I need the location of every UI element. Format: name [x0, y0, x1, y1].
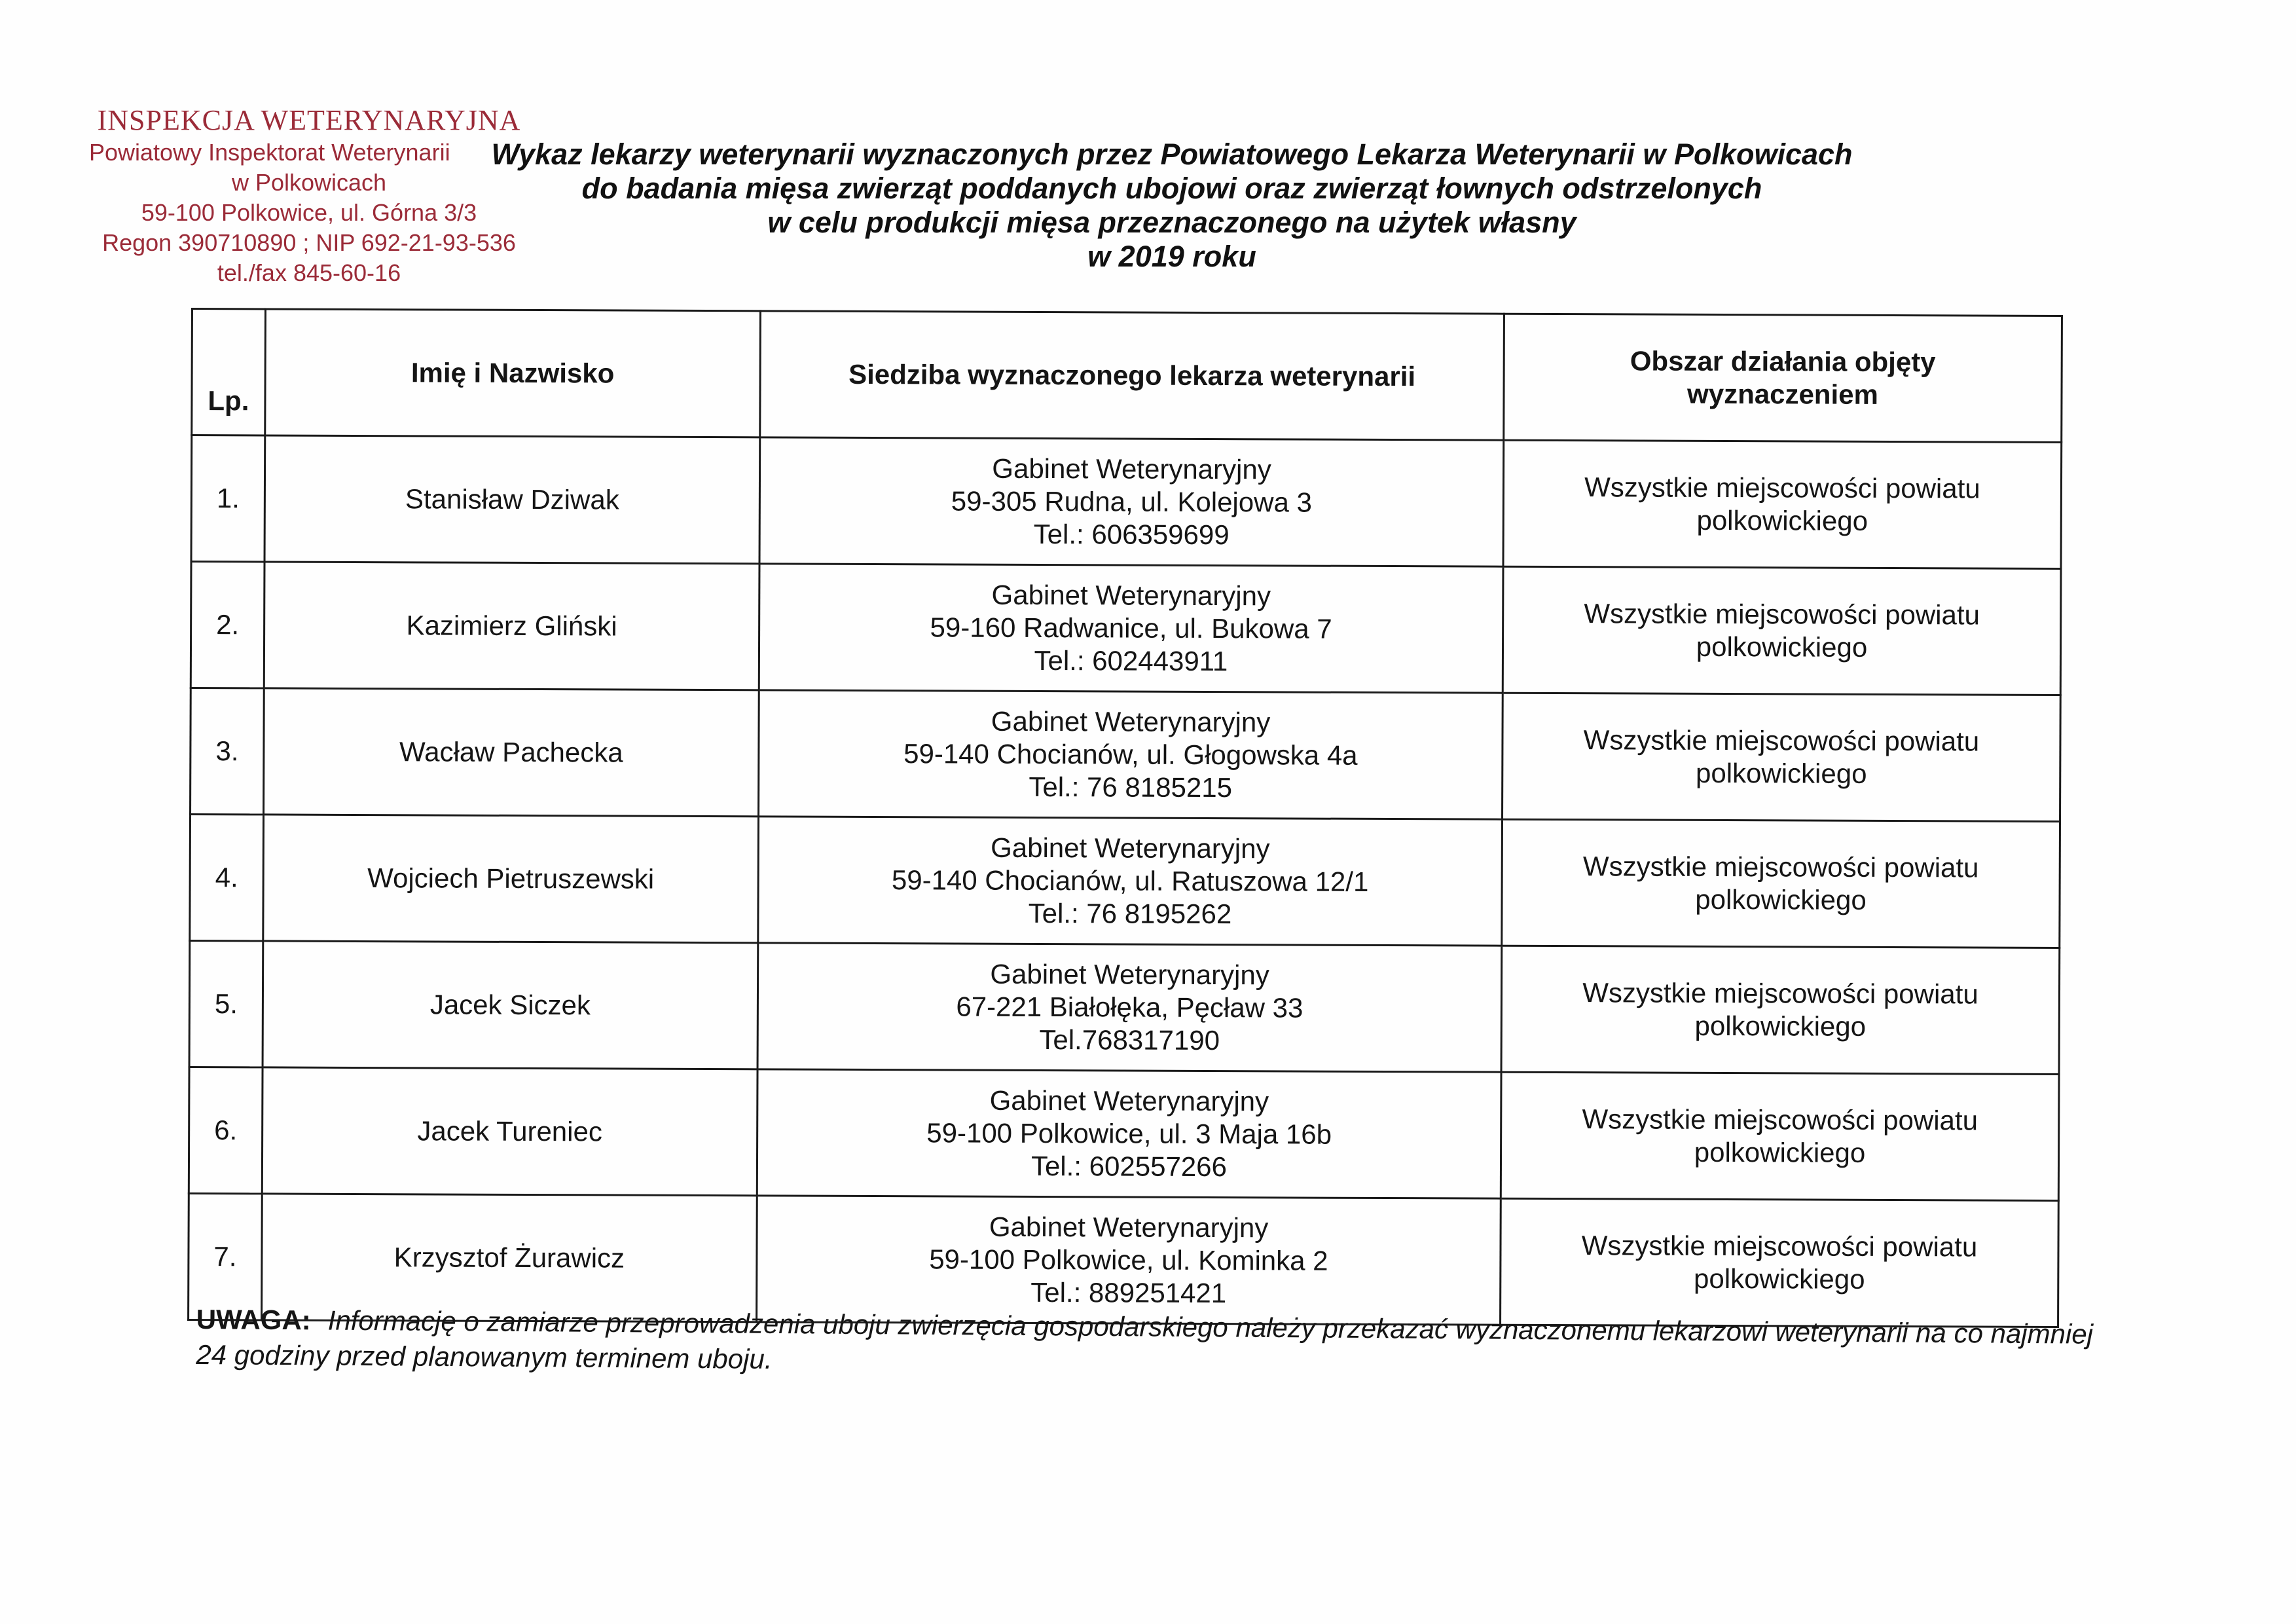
- cell-area: [1502, 819, 2060, 948]
- cell-area: [1503, 440, 2062, 568]
- note-text: Informację o zamiarze przeprowadzenia uboju zwierzęcia gospodarskiego należy przekazać wyznaczonemu lekarzowi weterynarii na co najmniej 24 godziny przed planowanym terminem uboju.: [196, 1304, 2094, 1375]
- area-line-2: polkowickiego: [1696, 631, 1868, 663]
- cell-name: Kazimierz Gliński: [264, 562, 759, 690]
- area-line-1: Wszystkie miejscowości powiatu: [1582, 977, 1978, 1010]
- cell-name: Jacek Tureniec: [262, 1067, 757, 1196]
- address-phone: Tel.: 606359699: [1033, 518, 1230, 551]
- area-line-2: polkowickiego: [1695, 883, 1867, 915]
- table-row: [189, 1067, 2059, 1200]
- title-line-3: w celu produkcji mięsa przeznaczonego na użytek własny: [767, 206, 1576, 239]
- area-line-1: Wszystkie miejscowości powiatu: [1581, 1230, 1978, 1263]
- address-street: 67-221 Białołęka, Pęcław 33: [956, 991, 1303, 1024]
- cell-lp: 6.: [189, 1067, 263, 1193]
- address-street: 59-140 Chocianów, ul. Ratuszowa 12/1: [891, 864, 1369, 897]
- cell-lp: 2.: [191, 562, 264, 688]
- header-area-line-1: Obszar działania objęty: [1630, 345, 1936, 378]
- table-row: [189, 940, 2060, 1074]
- header-area-line-2: wyznaczeniem: [1687, 378, 1878, 410]
- address-clinic: Gabinet Weterynaryjny: [992, 452, 1271, 485]
- cell-address: [758, 817, 1503, 946]
- stamp-line-phone: tel./fax 845-60-16: [217, 259, 401, 286]
- table-header-row: [192, 309, 2062, 443]
- address-clinic: Gabinet Weterynaryjny: [989, 1211, 1269, 1244]
- cell-address: [759, 690, 1503, 819]
- area-line-2: polkowickiego: [1696, 504, 1868, 536]
- document-title: [340, 138, 2003, 274]
- address-street: 59-160 Radwanice, ul. Bukowa 7: [930, 612, 1332, 644]
- title-line-2: do badania mięsa zwierząt poddanych ubojowi oraz zwierząt łownych odstrzelonych: [581, 172, 1762, 205]
- cell-area: [1501, 946, 2060, 1074]
- stamp-line-regon-nip: Regon 390710890 ; NIP 692-21-93-536: [102, 229, 516, 256]
- veterinarians-table: [187, 308, 2063, 1328]
- cell-area: [1501, 1198, 2059, 1327]
- cell-address: [757, 1196, 1501, 1325]
- area-line-2: polkowickiego: [1693, 1263, 1865, 1295]
- header-name: Imię i Nazwisko: [265, 309, 761, 437]
- area-line-1: Wszystkie miejscowości powiatu: [1584, 471, 1980, 504]
- address-street: 59-140 Chocianów, ul. Głogowska 4a: [903, 738, 1358, 771]
- cell-lp: 3.: [191, 688, 264, 815]
- address-clinic: Gabinet Weterynaryjny: [991, 832, 1270, 864]
- table-row: [190, 815, 2060, 948]
- title-line-1: Wykaz lekarzy weterynarii wyznaczonych przez Powiatowego Lekarza Weterynarii w Polkowicach: [491, 138, 1853, 171]
- cell-address: [757, 943, 1502, 1072]
- cell-lp: 4.: [190, 815, 264, 941]
- address-phone: Tel.: 889251421: [1030, 1276, 1227, 1309]
- table-row: [191, 562, 2061, 695]
- address-clinic: Gabinet Weterynaryjny: [991, 705, 1271, 738]
- cell-area: [1501, 1072, 2059, 1200]
- cell-address: [759, 564, 1503, 693]
- header-area: [1504, 314, 2062, 442]
- cell-lp: 7.: [189, 1193, 263, 1320]
- cell-name: Krzysztof Żurawicz: [262, 1194, 757, 1322]
- address-phone: Tel.: 76 8195262: [1028, 897, 1232, 930]
- stamp-line-address: 59-100 Polkowice, ul. Górna 3/3: [141, 199, 477, 226]
- area-line-2: polkowickiego: [1695, 757, 1867, 789]
- cell-address: [757, 1069, 1501, 1198]
- address-street: 59-305 Rudna, ul. Kolejowa 3: [951, 485, 1312, 518]
- stamp-line-city: w Polkowicach: [231, 169, 387, 196]
- stamp-line-inspectorate: Powiatowy Inspektorat Weterynarii: [89, 139, 450, 166]
- table-row: [191, 688, 2061, 822]
- cell-name: Wojciech Pietruszewski: [263, 815, 759, 943]
- address-clinic: Gabinet Weterynaryjny: [989, 1084, 1269, 1117]
- stamp-title: INSPEKCJA WETERYNARYJNA: [97, 104, 521, 136]
- address-street: 59-100 Polkowice, ul. 3 Maja 16b: [926, 1117, 1332, 1150]
- area-line-1: Wszystkie miejscowości powiatu: [1582, 851, 1979, 883]
- area-line-1: Wszystkie miejscowości powiatu: [1583, 724, 1980, 757]
- address-street: 59-100 Polkowice, ul. Kominka 2: [929, 1244, 1328, 1276]
- footer-note: [196, 1302, 2095, 1388]
- header-lp: Lp.: [192, 309, 266, 435]
- area-line-1: Wszystkie miejscowości powiatu: [1584, 598, 1980, 631]
- cell-name: Stanisław Dziwak: [264, 435, 760, 564]
- address-phone: Tel.768317190: [1039, 1024, 1220, 1056]
- address-phone: Tel.: 76 8185215: [1029, 771, 1233, 803]
- title-line-4: w 2019 roku: [1087, 240, 1256, 273]
- area-line-2: polkowickiego: [1694, 1010, 1867, 1042]
- cell-lp: 1.: [191, 435, 265, 562]
- cell-lp: 5.: [189, 940, 263, 1067]
- address-clinic: Gabinet Weterynaryjny: [991, 579, 1271, 612]
- header-address: Siedziba wyznaczonego lekarza weterynarii: [760, 311, 1504, 440]
- note-label: UWAGA:: [196, 1303, 311, 1336]
- table-row: [191, 435, 2062, 569]
- area-line-1: Wszystkie miejscowości powiatu: [1582, 1103, 1978, 1136]
- address-phone: Tel.: 602443911: [1034, 644, 1228, 677]
- cell-address: [759, 437, 1504, 566]
- cell-name: Jacek Siczek: [263, 941, 758, 1069]
- area-line-2: polkowickiego: [1694, 1136, 1866, 1168]
- cell-area: [1503, 693, 2061, 821]
- address-phone: Tel.: 602557266: [1030, 1150, 1228, 1183]
- address-clinic: Gabinet Weterynaryjny: [990, 958, 1269, 991]
- cell-name: Wacław Pachecka: [264, 688, 759, 817]
- cell-area: [1503, 566, 2061, 695]
